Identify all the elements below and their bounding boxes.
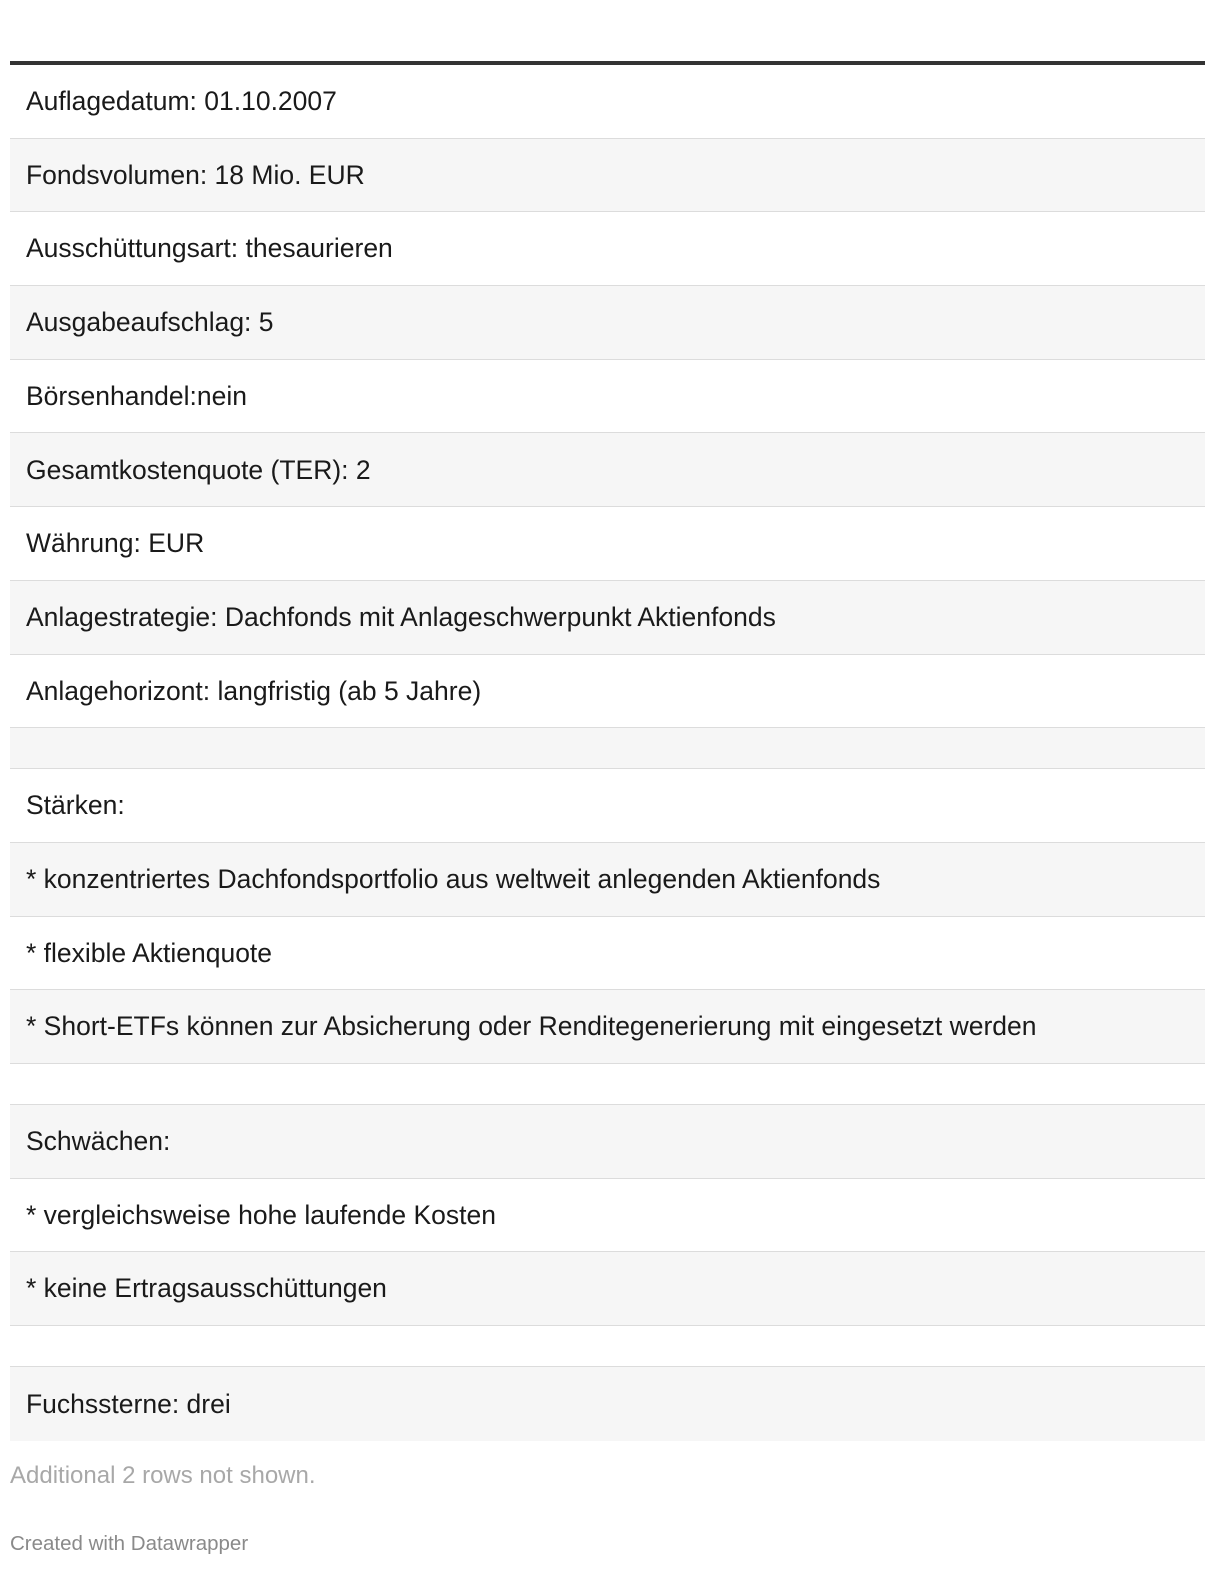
table-row (10, 286, 1205, 360)
table-cell: Ausschüttungsart: thesaurieren (26, 233, 393, 264)
table-cell: Schwächen: (26, 1126, 171, 1157)
table-row (10, 139, 1205, 213)
table-cell: Stärken: (26, 790, 125, 821)
table-row-empty (10, 728, 1205, 769)
table-row (10, 655, 1205, 729)
table-body (10, 65, 1205, 1441)
table-cell: Währung: EUR (26, 528, 205, 559)
table-row (10, 507, 1205, 581)
table-cell: Börsenhandel:nein (26, 380, 248, 411)
table-row (10, 843, 1205, 917)
table-cell: * konzentriertes Dachfondsportfolio aus weltweit anlegenden Aktienfonds (26, 863, 881, 894)
table-row (10, 1252, 1205, 1326)
table-row (10, 990, 1205, 1064)
table-cell: Auflagedatum: 01.10.2007 (26, 86, 337, 117)
table-row (10, 581, 1205, 655)
table-cell: Fondsvolumen: 18 Mio. EUR (26, 159, 365, 190)
table-cell: Gesamtkostenquote (TER): 2 (26, 454, 371, 485)
table-cell: Anlagehorizont: langfristig (ab 5 Jahre) (26, 675, 482, 706)
table-notes: Additional 2 rows not shown. (10, 1462, 316, 1489)
table-row-empty (10, 1064, 1205, 1105)
table-row-empty (10, 1326, 1205, 1367)
table-row (10, 1367, 1205, 1441)
table-row (10, 769, 1205, 843)
table-cell: * flexible Aktienquote (26, 937, 273, 968)
table-cell: * keine Ertragsausschüttungen (26, 1273, 387, 1304)
table-row (10, 360, 1205, 434)
table-row (10, 65, 1205, 139)
table-cell: * vergleichsweise hohe laufende Kosten (26, 1199, 496, 1230)
table-cell: * Short-ETFs können zur Absicherung oder Renditegenerierung mit eingesetzt werden (26, 1011, 1037, 1042)
data-table (10, 61, 1205, 1441)
table-row (10, 917, 1205, 991)
table-row (10, 1105, 1205, 1179)
table-cell: Ausgabeaufschlag: 5 (26, 307, 274, 338)
table-cell: Fuchssterne: drei (26, 1388, 231, 1419)
table-row (10, 212, 1205, 286)
credit-link[interactable]: Created with Datawrapper (10, 1532, 249, 1555)
table-row (10, 433, 1205, 507)
table-row (10, 1179, 1205, 1253)
table-cell: Anlagestrategie: Dachfonds mit Anlageschwerpunkt Aktienfonds (26, 601, 776, 632)
